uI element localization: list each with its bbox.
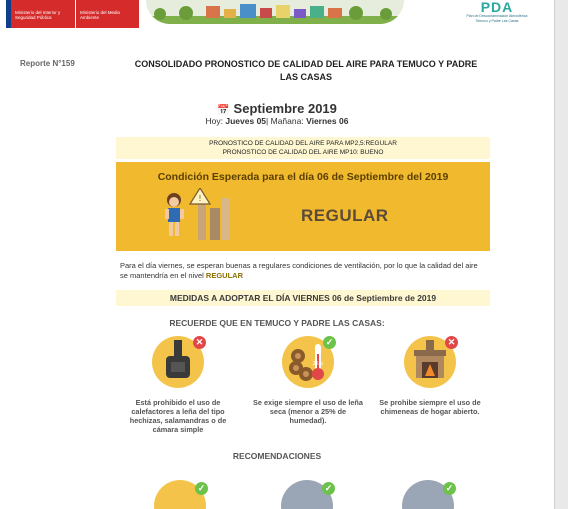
header: [0, 0, 554, 30]
forecast-box: [116, 137, 490, 159]
tomorrow-value: Viernes 06: [306, 116, 349, 126]
rule-item-stoves: [123, 336, 233, 434]
recommendation-stove-icon: [402, 480, 454, 509]
measures-heading: MEDIDAS A ADOPTAR EL DÍA VIERNES 06 de Septiembre de 2019: [116, 290, 490, 306]
condition-panel: [116, 162, 490, 251]
humidity-label: 25%: [312, 361, 324, 367]
prohibited-icon: ✕: [445, 336, 458, 349]
required-icon: ✓: [323, 336, 336, 349]
tomorrow-label: | Mañana:: [266, 116, 304, 126]
condition-title: Condición Esperada para el día 06 de Septiembre del 2019: [157, 171, 449, 183]
svg-text:!: !: [198, 194, 202, 203]
forecast-mp25: PRONOSTICO DE CALIDAD DEL AIRE PARA MP2,5:REGULAR: [209, 140, 397, 147]
required-icon: ✓: [322, 482, 335, 495]
remember-heading: RECUERDE QUE EN TEMUCO Y PADRE LAS CASAS:: [169, 318, 385, 328]
city-banner-illustration: [146, 0, 404, 24]
calendar-icon: 📅: [217, 105, 230, 116]
forecast-mp10: PRONOSTICO DE CALIDAD DEL AIRE MP10: BUENO: [222, 149, 384, 156]
government-logo: [6, 0, 144, 28]
pda-logo: [452, 0, 542, 30]
firewood-thermometer-icon: [282, 336, 334, 388]
ministry-interior-label: Ministerio del Interior y Seguridad Pública: [11, 0, 75, 28]
prohibited-icon: ✕: [193, 336, 206, 349]
ministry-environment-label: Ministerio del Medio Ambiente: [75, 0, 139, 28]
girl-warning-illustration-icon: [156, 188, 238, 242]
report-title: CONSOLIDADO PRONOSTICO DE CALIDAD DEL AIRE PARA TEMUCO Y PADRE LAS CASAS: [134, 59, 478, 82]
rule-text: Se prohibe siempre el uso de chimeneas de hogar abierto.: [379, 398, 481, 416]
report-number: Reporte N°159: [20, 59, 75, 68]
recommendation-fire-icon: [281, 480, 333, 509]
pda-logo-subtitle-1: Plan de Descontaminación Atmosférica: [466, 14, 528, 18]
stove-icon: [152, 336, 204, 388]
day-line: [0, 116, 554, 126]
page-edge: [554, 0, 568, 509]
today-value: Jueves 05: [225, 116, 267, 126]
rule-text: Está prohibido el uso de calefactores a leña del tipo hechizas, salamandras o de cámara simple: [129, 398, 227, 434]
required-icon: ✓: [443, 482, 456, 495]
rule-item-firewood: [253, 336, 363, 425]
month-heading: [0, 101, 554, 116]
month-label: Septiembre 2019: [233, 101, 337, 116]
required-icon: ✓: [195, 482, 208, 495]
pda-logo-mark: PDA: [480, 0, 514, 15]
pda-logo-subtitle-2: Temuco y Padre Las Casas: [475, 18, 519, 23]
recommendations-heading: RECOMENDACIONES: [232, 451, 322, 461]
fireplace-icon: [404, 336, 456, 388]
recommendation-wood-icon: [154, 480, 206, 509]
today-label: Hoy:: [205, 116, 224, 126]
condition-paragraph-level: REGULAR: [205, 271, 243, 280]
condition-paragraph-text: Para el día viernes, se esperan buenas a regulares condiciones de ventilación, por lo que la calidad del aire se mantendría en el nivel: [120, 261, 478, 280]
rule-item-fireplace: [375, 336, 485, 416]
condition-paragraph: [120, 261, 486, 281]
condition-level: REGULAR: [301, 206, 389, 225]
rule-text: Se exige siempre el uso de leña seca (menor a 25% de humedad).: [253, 398, 363, 425]
